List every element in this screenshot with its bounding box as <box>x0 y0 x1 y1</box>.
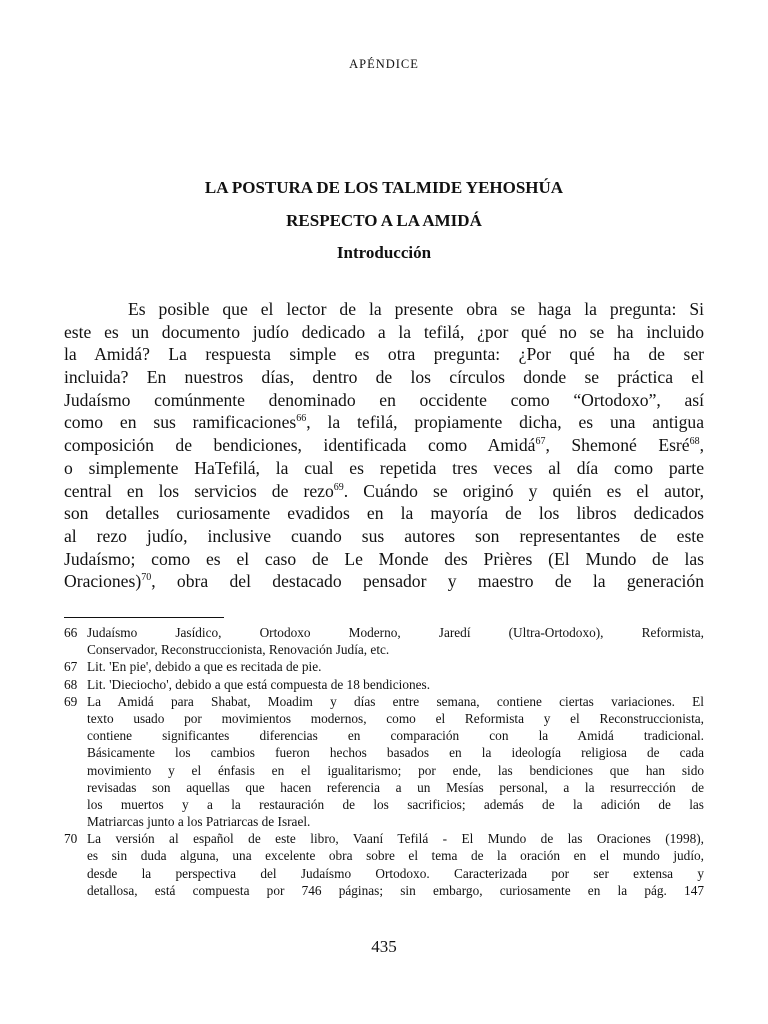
footnote-number: 66 <box>64 625 78 640</box>
title-line-2: RESPECTO A LA AMIDÁ <box>286 211 482 230</box>
footnote-line: Básicamente los cambios fueron hechos basados en la ideología religiosa de cada <box>87 745 704 761</box>
footnote-70 <box>64 830 704 899</box>
body-paragraph <box>64 298 704 593</box>
footnote-66 <box>64 624 704 658</box>
footnote-ref-69[interactable]: 69 <box>333 481 344 493</box>
title-line-1: LA POSTURA DE LOS TALMIDE YEHOSHÚA <box>204 178 564 197</box>
footnote-67 <box>64 658 704 675</box>
body-line: la Amidá? La respuesta simple es otra pregunta: ¿Por qué ha de ser <box>64 344 704 365</box>
footnote-line: La versión al español de este libro, Vaaní Tefilá - El Mundo de las Oraciones (1998), <box>87 831 704 847</box>
footnote-line: detallosa, está compuesta por 746 páginas; sin embargo, curiosamente en la pág. 147 <box>87 882 704 898</box>
body-line: central en los servicios de rezo$^{69}$. Cuándo se originó y quién es el autor, <box>64 480 704 501</box>
footnote-line: es sin duda alguna, una excelente obra sobre el tema de la oración en el mundo judío, <box>87 848 704 864</box>
footnote-ref-66[interactable]: 66 <box>296 413 307 425</box>
body-line: o simplemente HaTefilá, la cual es repetida tres veces al día como parte <box>64 457 704 478</box>
footnotes-list <box>64 624 704 899</box>
body-line: al rezo judío, inclusive cuando sus autores son representantes de este <box>64 525 704 546</box>
body-line: Judaísmo comúnmente denominado en occidente como “Ortodoxo”, así <box>64 389 704 410</box>
footnote-number: 70 <box>64 831 78 847</box>
footnote-separator <box>64 617 224 618</box>
footnote-number: 68 <box>64 676 78 692</box>
footnote-line: texto usado por movimientos modernos, como el Reformista y el Reconstruccionista, <box>87 710 704 726</box>
footnote-number: 69 <box>64 693 78 709</box>
footnote-line: los muertos y a la restauración de los sacrificios; además de la adición de las <box>87 796 704 812</box>
page-number: 435 <box>371 937 397 956</box>
footnote-69 <box>64 693 704 831</box>
body-line: Oraciones)$^{70}$, obra del destacado pensador y maestro de la generación <box>64 571 704 592</box>
footnote-ref-67[interactable]: 67 <box>535 436 546 448</box>
running-head: APÉNDICE <box>349 57 419 71</box>
body-line: Es posible que el lector de la presente obra se haga la pregunta: Si <box>128 299 704 319</box>
footnote-line: movimiento y el énfasis en el igualitarismo; por ende, las bendiciones que han sido <box>87 762 704 778</box>
footnote-ref-68[interactable]: 68 <box>689 436 700 448</box>
footnote-line: revisadas son aquellas que hacen referencia a un Mesías personal, a la resurrección de <box>87 779 704 795</box>
footnote-ref-70[interactable]: 70 <box>141 572 152 584</box>
footnote-line: Conservador, Reconstruccionista, Renovación Judía, etc. <box>87 642 390 658</box>
footnote-line: Lit. 'Dieciocho', debido a que está compuesta de 18 bendiciones. <box>87 676 431 692</box>
body-line: incluida? En nuestros días, dentro de los círculos donde se práctica el <box>64 367 704 388</box>
body-line: composición de bendiciones, identificada como Amidá$^{67}$, Shemoné Esré$^{68}$, <box>64 435 705 456</box>
section-subtitle: Introducción <box>336 243 432 262</box>
footnote-line: Lit. 'En pie', debido a que es recitada de pie. <box>87 659 322 675</box>
footnote-number: 67 <box>64 659 78 675</box>
footnote-line: desde la perspectiva del Judaísmo Ortodoxo. Caracterizada por ser extensa y <box>87 865 704 881</box>
footnote-line: contiene significantes diferencias en comparación con la Amidá tradicional. <box>87 728 704 744</box>
footnote-line: Judaísmo Jasídico, Ortodoxo Moderno, Jaredí (Ultra-Ortodoxo), Reformista, <box>87 625 704 640</box>
footnote-68 <box>64 676 704 693</box>
footnote-line: La Amidá para Shabat, Moadim y días entre semana, contiene ciertas variaciones. El <box>87 693 704 709</box>
body-line: son detalles curiosamente evadidos en la mayoría de los libros dedicados <box>64 503 704 524</box>
body-line: Judaísmo; como es el caso de Le Monde des Prières (El Mundo de las <box>64 548 704 569</box>
body-line: este es un documento judío dedicado a la tefilá, ¿por qué no se ha incluido <box>64 321 704 342</box>
footnote-line: Matriarcas junto a los Patriarcas de Israel. <box>87 814 311 830</box>
body-line: como en sus ramificaciones$^{66}$, la tefilá, propiamente dicha, es una antigua <box>64 412 705 433</box>
